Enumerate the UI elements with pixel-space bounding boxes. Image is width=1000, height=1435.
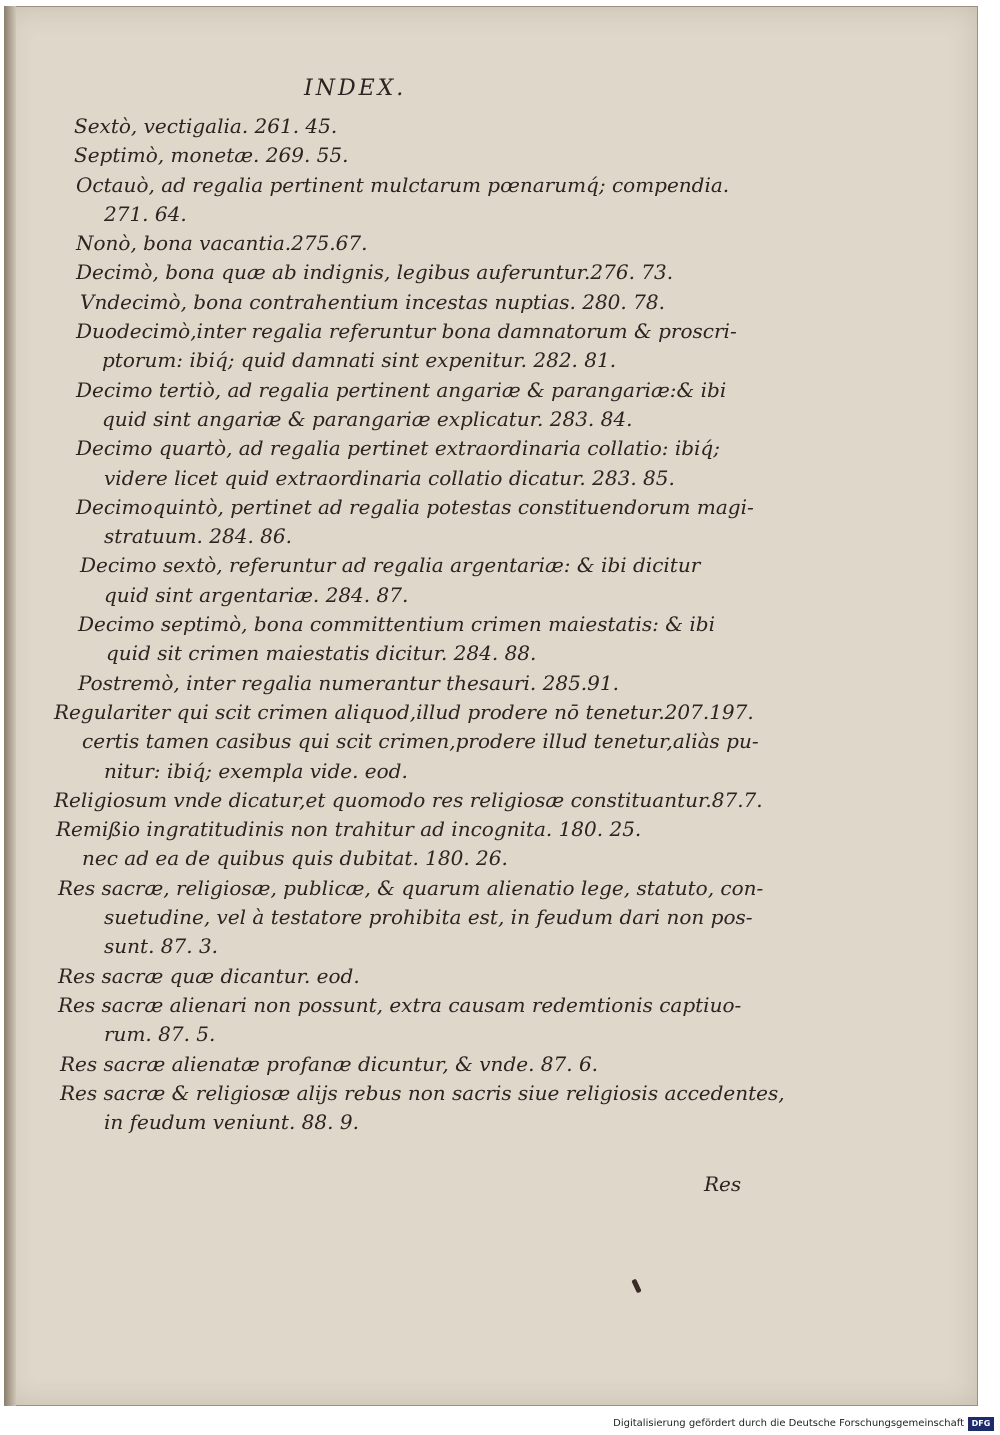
index-line: Decimo tertiò, ad regalia pertinent angariæ & parangariæ:& ibi	[76, 377, 727, 402]
index-line: Decimo sextò, referuntur ad regalia argentariæ: & ibi dicitur	[80, 553, 701, 578]
index-line: Res sacræ & religiosæ alijs rebus non sacris siue religiosis accedentes,	[60, 1080, 785, 1105]
index-line: Sextò, vectigalia. 261. 45.	[74, 114, 338, 138]
catchword: Res	[704, 1172, 742, 1196]
index-line: Duodecimò,inter regalia referuntur bona damnatorum & proscri-	[76, 319, 737, 344]
dfg-logo: DFG	[968, 1417, 994, 1431]
ink-mark	[631, 1279, 641, 1294]
index-line: Septimò, monetæ. 269. 55.	[74, 143, 349, 168]
index-line: sunt. 87. 3.	[104, 934, 219, 959]
index-line: stratuum. 284. 86.	[104, 524, 292, 549]
index-line: Res sacræ alienari non possunt, extra causam redemtionis captiuo-	[58, 992, 742, 1017]
index-line: Decimò, bona quæ ab indignis, legibus auferuntur.276. 73.	[76, 260, 674, 285]
index-line: ptorum: ibiq́; quid damnati sint expenitur. 282. 81.	[102, 348, 617, 373]
index-line: suetudine, vel à testatore prohibita est, in feudum dari non pos-	[104, 905, 753, 930]
index-line: Res sacræ, religiosæ, publicæ, & quarum alienatio lege, statuto, con-	[58, 875, 764, 900]
index-line: videre licet quid extraordinaria collatio dicatur. 283. 85.	[104, 465, 675, 490]
index-line: Remißio ingratitudinis non trahitur ad incognita. 180. 25.	[56, 817, 642, 842]
index-line: Religiosum vnde dicatur,et quomodo res religiosæ constituantur.87.7.	[54, 787, 763, 812]
index-line: nec ad ea de quibus quis dubitat. 180. 26.	[82, 846, 508, 871]
index-line: quid sint argentariæ. 284. 87.	[104, 582, 409, 607]
index-line: in feudum veniunt. 88. 9.	[104, 1110, 359, 1135]
index-line: nitur: ibiq́; exempla vide. eod.	[104, 758, 408, 783]
index-line: Regulariter qui scit crimen aliquod,illud prodere nō tenetur.207.197.	[54, 699, 754, 724]
index-line: Vndecimò, bona contrahentium incestas nuptias. 280. 78.	[80, 289, 665, 314]
digitization-credit: Digitalisierung gefördert durch die Deutsche Forschungsgemeinschaft	[613, 1418, 964, 1429]
index-line: Decimo quartò, ad regalia pertinet extraordinaria collatio: ibiq́;	[76, 436, 720, 461]
index-line: Decimo septimò, bona committentium crimen maiestatis: & ibi	[78, 612, 715, 637]
index-line: quid sit crimen maiestatis dicitur. 284. 88.	[106, 641, 537, 666]
index-line: Nonò, bona vacantia.275.67.	[76, 231, 368, 256]
book-page	[4, 6, 978, 1406]
index-line: Postremò, inter regalia numerantur thesauri. 285.91.	[78, 670, 619, 695]
index-line: Res sacræ quæ dicantur. eod.	[58, 963, 360, 988]
index-line: quid sint angariæ & parangariæ explicatur. 283. 84.	[102, 406, 633, 431]
index-line: Decimoquintò, pertinet ad regalia potestas constituendorum magi-	[76, 494, 754, 519]
index-line: Octauò, ad regalia pertinent mulctarum pœnarumq́; compendia.	[76, 172, 730, 197]
index-line: certis tamen casibus qui scit crimen,prodere illud tenetur,aliàs pu-	[82, 729, 759, 754]
index-entries	[4, 112, 978, 1137]
page-header: INDEX.	[304, 76, 407, 101]
index-line: rum. 87. 5.	[104, 1022, 216, 1047]
index-line: Res sacræ alienatæ profanæ dicuntur, & vnde. 87. 6.	[60, 1051, 599, 1076]
index-line: 271. 64.	[104, 201, 187, 226]
